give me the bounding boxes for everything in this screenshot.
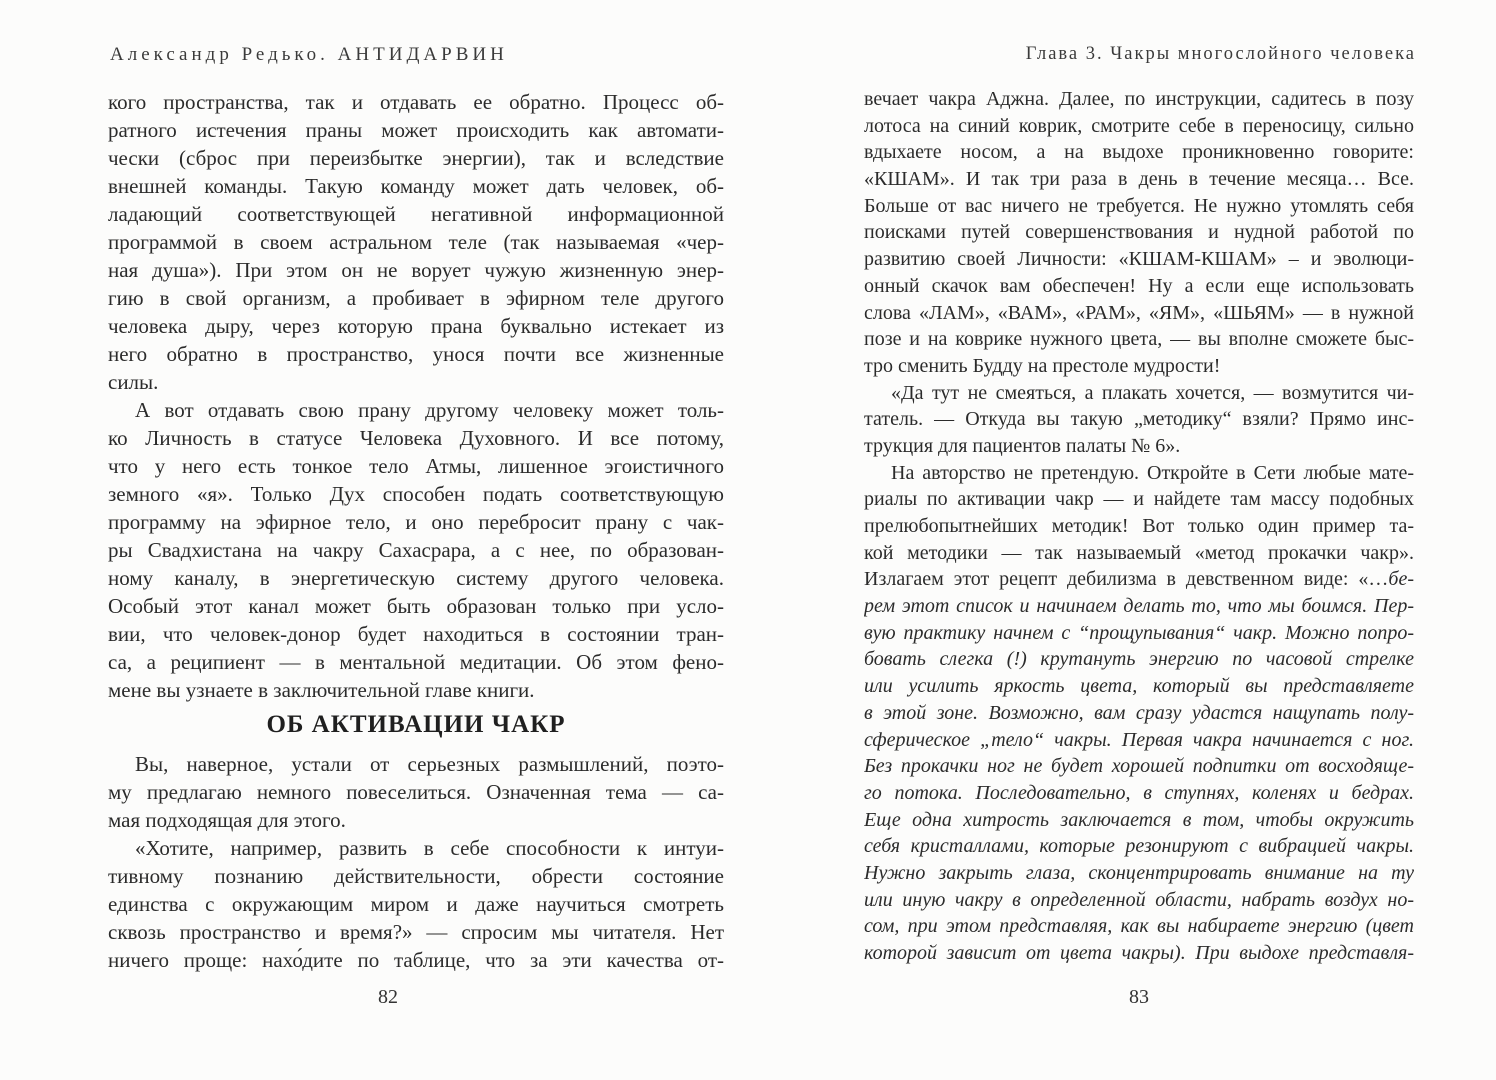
text-line: На авторство не претендую. Откройте в Сети любые мате- [891,461,1414,484]
text-line: гию в свой организм, а пробивает в эфирном теле другого [108,286,724,310]
text-line: или усилить яркость цвета, который вы представляете [864,675,1414,698]
text-line: что у него есть тонкое тело Атмы, лишенное эгоистичного [108,454,724,478]
text-line: Еще одна хитрость заключается в том, чтобы окружить [864,808,1414,831]
text-line: программу на эфирное тело, и оно перебросит прану с чак- [108,510,724,534]
text-segment: Излагаем этот рецепт дебилизма в девственном виде: «… [864,568,1389,591]
text-line: внешней команды. Такую команду может дать человек, об- [108,174,724,198]
text-line: кого пространства, так и отдавать ее обратно. Процесс об- [108,90,724,114]
text-line: ко Личность в статусе Человека Духовного. И все потому, [108,426,724,450]
text-line: татель. — Откуда вы такую „методику“ взяли? Прямо инс- [864,408,1414,431]
text-line: единства с окружающим миром и даже научиться смотреть [108,892,724,916]
text-line: бовать слегка (!) крутануть энергию по часовой стрелке [864,648,1414,671]
text-line: развитию своей Личности: «КШАМ-КШАМ» – и эволюци- [864,248,1414,271]
text-line: тро сменить Будду на престоле мудрости! [864,354,1221,377]
text-line: человека дыру, через которую прана буквально истекает из [108,314,724,338]
text-line: му предлагаю немного повеселиться. Означенная тема — са- [108,780,724,804]
text-line: в этой зоне. Возможно, вам сразу удастся нащупать полу- [864,701,1414,724]
text-line: Нужно закрыть глаза, сконцентрировать внимание на ту [864,861,1414,884]
text-line: «Да тут не смеяться, а плакать хочется, — возмутится чи- [891,381,1414,404]
text-line: вдыхаете носом, а на выдохе проникновенно говорите: [864,141,1414,164]
text-line: ры Свадхистана на чакру Сахасрара, а с нее, по образован- [108,538,724,562]
text-line: рем этот список и начинаем делать то, что мы боимся. Пер- [864,595,1414,618]
text-line: са, а реципиент — в ментальной медитации. Об этом фено- [108,650,724,674]
text-line: Особый этот канал может быть образован только при усло- [108,594,724,618]
text-line: вечает чакра Аджна. Далее, по инструкции, садитесь в позу [864,88,1414,110]
text-line: чески (сброс при переизбытке энергии), так и вследствие [108,146,724,170]
text-line: ничего проще: нахо́дите по таблице, что за эти качества от- [108,948,724,972]
text-line: программой в своем астральном теле (так называемая «чер- [108,230,724,254]
text-line: него обратно в пространство, унося почти все жизненные [108,342,724,366]
text-line: ному каналу, в энергетическую систему другого человека. [108,566,724,590]
text-line: вую практику начнем с “прощупывания“ чакр. Можно попро- [864,621,1414,644]
text-line: Вы, наверное, устали от серьезных размышлений, поэто- [135,752,724,776]
text-line: трукция для пациентов палаты № 6». [864,434,1181,457]
text-line: ная душа»). При этом он не ворует чужую жизненную энер- [108,258,724,282]
italic-text-segment: бе- [1388,568,1414,591]
text-line: ладающий соответствующей негативной информационной [108,202,724,226]
text-line: сквозь пространство и время?» — спросим мы читателя. Нет [108,920,724,944]
text-line: лотоса на синий коврик, смотрите себе в переносицу, сильно [864,114,1414,137]
running-header-left: Александр Редько. АНТИДАРВИН [110,44,508,65]
text-line: земного «я». Только Дух способен подать соответствующую [108,482,724,506]
text-line: прелюбопытнейших методик! Вот только один пример та- [864,515,1414,537]
text-line: сом, при этом представляя, как вы набираете энергию (цвет [864,915,1414,938]
text-line: позе и на коврике нужного цвета, — вы вполне сможете быс- [864,328,1414,351]
text-line: тивному познанию действительности, обрести состояние [108,864,724,888]
text-line: слова «ЛАМ», «ВАМ», «РАМ», «ЯМ», «ШЬЯМ» — в нужной [864,301,1414,324]
text-line: «Хотите, например, развить в себе способности к интуи- [135,836,724,860]
text-line: Больше от вас ничего не требуется. Не нужно утомлять себя [864,194,1414,217]
text-line: А вот отдавать свою прану другому человеку может толь- [135,398,724,422]
page-left-text-column [108,88,724,974]
section-heading: ОБ АКТИВАЦИИ ЧАКР [266,711,566,738]
text-line: себя кристаллами, которые резонируют с вибрацией чакры. [864,835,1414,858]
text-line: мая подходящая для этого. [108,808,346,832]
text-line: онный скачок вам обеспечен! Ну а если еще использовать [864,274,1414,297]
page-number-left: 82 [378,986,398,1008]
running-header-right: Глава 3. Чакры многослойного человека [1025,44,1416,64]
text-line: вии, что человек-донор будет находиться в состоянии тран- [108,622,724,646]
text-line: которой зависит от цвета чакры). При выдохе представля- [864,942,1414,964]
text-line: силы. [108,370,159,394]
text-line: риалы по активации чакр — и найдете там массу подобных [864,488,1414,511]
text-line: го потока. Последовательно, в ступнях, коленях и бедрах. [864,781,1414,804]
text-line: Без прокачки ног не будет хорошей подпитки от восходяще- [864,755,1414,778]
page-number-right: 83 [1129,986,1149,1008]
text-line: мене вы узнаете в заключительной главе книги. [108,678,535,702]
text-line [864,566,1414,593]
text-line: сферическое „тело“ чакры. Первая чакра начинается с ног. [864,728,1414,751]
text-line: кой методики — так называемый «метод прокачки чакр». [864,541,1414,564]
page-right-text-column [864,86,1414,967]
text-line: «КШАМ». И так три раза в день в течение месяца… Все. [864,168,1414,191]
text-line: поисками путей совершенствования и нудной работой по [864,221,1414,244]
text-line: ратного истечения праны может происходить как автомати- [108,118,724,142]
text-line: или иную чакру в определенной области, набрать воздух но- [864,888,1414,911]
